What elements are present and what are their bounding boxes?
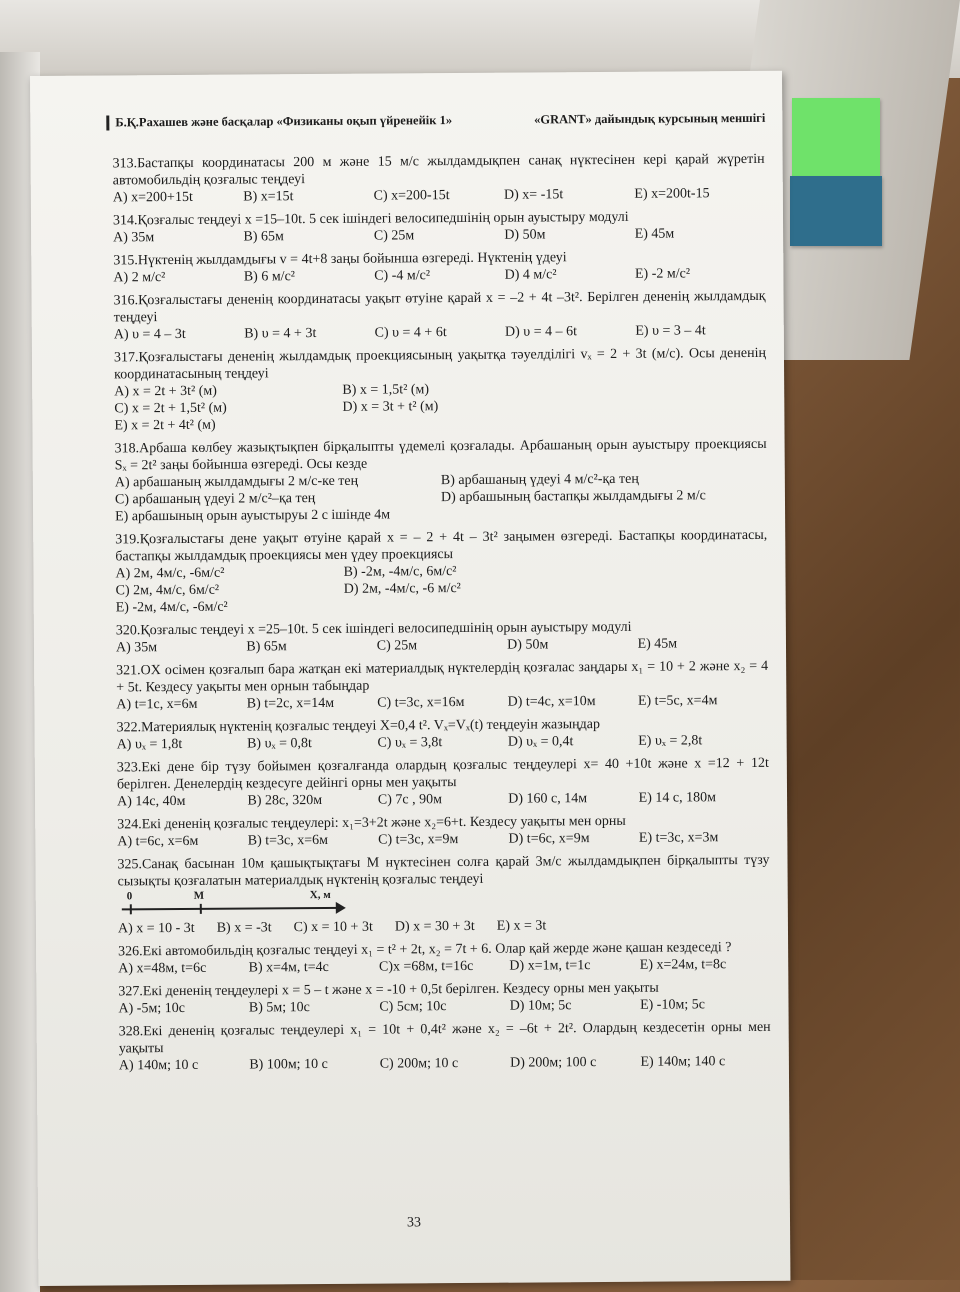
answer-options: [114, 379, 766, 435]
question-number: 323.: [116, 760, 142, 776]
answer-option: B) арбашаның үдеуі 4 м/с²-қа тең: [440, 471, 639, 489]
answer-option: B) 100м; 10 с: [249, 1056, 328, 1073]
answer-option: A) υ = 4 – 3t: [113, 326, 186, 343]
question-body: Материялық нүктенің қозғалыс теңдеуі X=0,4 t². Vₓ=Vₓ(t) теңдеуін жазыңдар: [141, 717, 601, 736]
question-item: [117, 755, 769, 811]
axis-line: [122, 907, 342, 911]
answer-option: A) 2м, 4м/с, -6м/с²: [115, 565, 225, 582]
answer-options: [113, 225, 765, 247]
question-item: [118, 939, 770, 978]
answer-option: D) υₓ = 0,4t: [507, 734, 574, 750]
question-text: [116, 658, 768, 697]
question-body: Арбаша көлбеу жазықтықпен бірқалыпты үдемелі қозғалады. Арбашаның орын ауыстыру проекциясы Sₓ = 2t² заңы бойынша өзгереді. Осы кезде: [114, 436, 767, 474]
question-item: [114, 345, 767, 435]
question-item: [118, 979, 770, 1018]
answer-option: C) 5см; 10с: [379, 999, 447, 1015]
question-body: OX осімен қозғалып бара жатқан екі материалдық нүктелердің қозғалас заңдары x₁ = 10 + 2 және x₂ = 4 + 5t. Кездесу уақыты мен орнын табыңдар: [116, 658, 769, 696]
answer-option: A) 140м; 10 с: [118, 1057, 199, 1074]
axis-origin-tick: [130, 904, 132, 914]
answer-option: C) арбашаның үдеуі 2 м/с²–қа тең: [114, 491, 316, 508]
answer-option: A) t=1с, x=6м: [116, 696, 198, 713]
axis-name-label: X, м: [309, 888, 331, 902]
answer-option: B) -2м, -4м/с, 6м/с²: [343, 564, 457, 580]
answer-option: A) x = 2t + 3t² (м): [114, 383, 217, 400]
answer-option: C) 25м: [376, 638, 418, 654]
question-item: [119, 1019, 771, 1075]
question-body: Екі дененің теңдеулері x = 5 – t және x = -10 + 0,5t берілген. Кездесу орны мен уақыты: [142, 980, 659, 1000]
answer-option: C) 2м, 4м/с, 6м/с²: [115, 582, 220, 599]
axis-point-m-tick: [200, 904, 202, 914]
answer-option: C) x = 2t + 1,5t² (м): [114, 400, 227, 417]
question-item: [116, 618, 768, 657]
answer-option: D) 10м; 5с: [509, 998, 572, 1014]
answer-option: D) x = 30 + 3t: [394, 918, 475, 935]
book-page: [30, 71, 790, 1286]
question-body: Нүктенің жылдамдығы v = 4t+8 заңы бойынша өзгереді. Нүктенің үдеуі: [137, 250, 567, 269]
answer-option: C) t=3с, x=9м: [378, 832, 459, 848]
answer-option: C) x=200-15t: [373, 188, 450, 204]
header-left-text: Б.Қ.Рахашев және басқалар «Физиканы оқып үйренейік 1»: [115, 113, 453, 130]
answer-option: D) 200м; 100 с: [510, 1055, 597, 1071]
answer-option: A) t=6с, x=6м: [117, 833, 199, 850]
question-body: Қозғалыстағы дене уақыт өтуіне қарай x = – 2 + 4t – 3t² заңымен өзгереді. Бастапқы координатасы, бастапқы жылдамдық проекциясы мен үдеу проекциясы: [115, 527, 768, 565]
answer-option: E) υₓ = 2,8t: [638, 733, 703, 749]
question-item: [117, 812, 769, 851]
question-body: Қозғалыс теңдеуі x =15–10t. 5 сек ішіндегі велосипедшінің орын ауыстыру модулі: [137, 209, 629, 229]
answer-option: D) арбашының бастапқы жылдамдығы 2 м/с: [440, 488, 706, 506]
answer-option: A) x=200+15t: [112, 189, 193, 206]
answer-option: C) t=3с, x=16м: [377, 694, 465, 711]
question-number: 328.: [118, 1024, 144, 1040]
question-number: 320.: [115, 623, 141, 639]
question-text: [114, 345, 766, 384]
answer-option: A) -5м; 10с: [118, 1000, 185, 1017]
answer-option: A) 2 м/с²: [113, 270, 166, 286]
question-number: 325.: [117, 857, 143, 873]
answer-option: D) 50м: [504, 227, 546, 243]
answer-option: E) -10м; 5с: [640, 997, 705, 1013]
questions-list: [113, 151, 771, 1081]
answer-option: E) -2 м/с²: [634, 266, 691, 282]
question-text: [114, 288, 766, 327]
answer-option: B) 6 м/с²: [243, 269, 296, 285]
question-number: 315.: [113, 253, 138, 269]
question-item: [116, 658, 768, 714]
answer-options: [117, 829, 769, 851]
answer-option: B) t=2с, x=14м: [246, 695, 335, 712]
answer-option: E) x = 2t + 4t² (м): [114, 417, 216, 434]
question-number: 313.: [112, 156, 138, 172]
answer-option: C)x =68м, t=16с: [378, 958, 474, 975]
question-item: [113, 248, 765, 287]
answer-options: [119, 1053, 771, 1075]
question-text: [115, 436, 767, 475]
answer-option: C) 25м: [373, 228, 415, 244]
answer-option: D) x=1м, t=1с: [509, 958, 591, 974]
answer-option: A) арбашаның жылдамдығы 2 м/с-ке тең: [114, 473, 359, 491]
answer-option: A) x=48м, t=6с: [118, 960, 207, 977]
answer-options: [114, 322, 766, 344]
answer-option: E) t=5с, x=4м: [637, 693, 718, 709]
answer-option: C) x = 10 + 3t: [293, 919, 373, 936]
question-item: [113, 208, 765, 247]
question-body: Қозғалыстағы дененің координатасы уақыт өтуіне қарай x = –2 + 4t –3t². Берілген дененің жылдамдық теңдеуі: [113, 288, 766, 326]
answer-option: E) 45м: [637, 636, 678, 652]
question-body: Санақ басынан 10м қашықтықтағы М нүктесінен солға қарай 3м/с жылдамдықпен бірқалыпты түзу сызықты қозғалатын материалдық нүктенің қозғалыс теңдеуі: [117, 852, 770, 890]
answer-option: A) υₓ = 1,8t: [116, 736, 183, 753]
answer-option: D) 2м, -4м/с, -6 м/с²: [343, 581, 461, 597]
answer-option: A) 35м: [113, 230, 155, 246]
question-text: [113, 151, 765, 190]
question-body: Екі дене бір түзу бойымен қозғалғанда олардың қозғалыс теңдеулері x= 40 +10t және x =12 + 12t берілген. Денелердің кездесуге дейінгі орны мен уақыты: [116, 755, 769, 793]
answer-option: B) x=4м, t=4с: [248, 959, 329, 976]
question-item: [115, 436, 768, 526]
answer-option: B) 28с, 320м: [247, 792, 323, 809]
answer-option: B) 65м: [246, 639, 287, 655]
axis-point-label: М: [193, 889, 205, 902]
answer-option: E) t=3с, x=3м: [638, 830, 719, 846]
answer-option: D) x= -15t: [503, 187, 564, 203]
green-sticky-note: [792, 98, 880, 176]
answer-options: [115, 561, 767, 617]
page-header: [106, 111, 765, 131]
question-body: Екі дененің қозғалыс теңдеулері: x₁=3+2t және x₂=6+t. Кездесу уақыты мен орны: [141, 813, 626, 833]
question-item: [115, 527, 768, 617]
answer-option: C) υₓ = 3,8t: [377, 735, 443, 751]
question-body: Екі автомобильдің қозғалыс теңдеуі x₁ = t² + 2t, x₂ = 7t + 6. Олар қай жерде және қашан кездеседі ?: [142, 940, 732, 960]
question-number: 314.: [112, 213, 138, 229]
question-number: 322.: [116, 720, 142, 736]
answer-options: [118, 996, 770, 1018]
answer-options: [117, 789, 769, 811]
answer-option: E) υ = 3 – 4t: [635, 323, 706, 339]
question-number: 321.: [116, 663, 141, 679]
answer-option: B) υₓ = 0,8t: [247, 736, 312, 752]
question-number: 326.: [118, 944, 143, 960]
answer-option: C) -4 м/с²: [374, 268, 431, 284]
question-text: [117, 755, 769, 794]
question-body: Қозғалыс теңдеуі x =25–10t. 5 сек ішіндегі велосипедшінің орын ауыстыру модулі: [140, 619, 632, 639]
answer-options: [116, 692, 768, 714]
answer-option: C) 7с , 90м: [377, 792, 442, 808]
answer-option: C) υ = 4 + 6t: [374, 325, 447, 341]
answer-options: [113, 265, 765, 287]
question-number: 327.: [118, 984, 143, 1000]
answer-option: E) -2м, 4м/с, -6м/с²: [115, 599, 228, 616]
question-number: 316.: [113, 293, 139, 309]
axis-arrow-icon: [336, 902, 346, 914]
page-number: 33: [406, 1215, 422, 1231]
question-number: 318.: [114, 441, 140, 457]
blue-sticky-note: [790, 176, 882, 246]
answer-option: D) 160 с, 14м: [508, 791, 588, 807]
question-number: 317.: [113, 350, 139, 366]
answer-option: B) υ = 4 + 3t: [244, 326, 317, 342]
answer-options: [117, 732, 769, 754]
answer-option: A) x = 10 - 3t: [117, 920, 195, 937]
question-text: [119, 1019, 771, 1058]
answer-options: [116, 635, 768, 657]
answer-option: A) 35м: [115, 640, 158, 656]
x-axis-diagram: [122, 889, 342, 921]
answer-option: D) 4 м/с²: [504, 267, 557, 283]
answer-option: A) 14с, 40м: [117, 793, 186, 810]
header-right-text: «GRANT» дайындық курсының меншігі: [534, 110, 766, 127]
answer-option: D) x = 3t + t² (м): [342, 399, 439, 415]
answer-options: [113, 185, 765, 207]
axis-zero-label: 0: [126, 890, 133, 903]
answer-option: E) 45м: [634, 226, 675, 242]
answer-options: [115, 470, 767, 526]
question-number: 324.: [117, 817, 142, 833]
question-body: Бастапқы координатасы 200 м және 15 м/с жылдамдықпен санақ нүктесінен кері қарай жүретін автомобильдің қозғалыс теңдеуі: [112, 151, 765, 189]
answer-option: B) 5м; 10с: [248, 1000, 310, 1016]
question-text: [117, 852, 769, 891]
answer-option: E) 14 с, 180м: [638, 790, 716, 806]
answer-option: B) x=15t: [243, 189, 294, 205]
answer-option: E) арбашының орын ауыстыруы 2 с ішінде 4м: [115, 507, 391, 525]
answer-option: B) 65м: [243, 229, 284, 245]
answer-option: D) t=6с, x=9м: [508, 831, 590, 847]
answer-option: C) 200м; 10 с: [379, 1056, 459, 1072]
answer-option: E) x = 3t: [496, 918, 547, 934]
answer-option: B) x = 1,5t² (м): [342, 382, 430, 398]
question-item: [114, 288, 766, 344]
answer-option: D) 50м: [507, 637, 549, 653]
answer-option: E) x=24м, t=8с: [639, 957, 727, 973]
question-body: Екі дененің қозғалыс теңдеулері x₁ = 10t + 0,4t² және x₂ = –6t + 2t². Олардың кездесетін орны мен уақыты: [118, 1019, 771, 1057]
question-item: [113, 151, 765, 207]
question-item: [116, 715, 768, 754]
answer-options: [118, 956, 770, 978]
answer-option: D) υ = 4 – 6t: [504, 324, 578, 340]
answer-option: B) x = -3t: [216, 920, 272, 936]
question-body: Қозғалыстағы дененің жылдамдық проекциясының уақытқа тәуелділігі vₓ = 2 + 3t (м/с). Осы дененің координатасының теңдеуі: [114, 345, 767, 383]
question-number: 319.: [115, 532, 140, 548]
answer-option: D) t=4с, x=10м: [507, 694, 596, 710]
answer-option: E) x=200t-15: [634, 186, 710, 202]
question-item: [117, 852, 770, 938]
answer-option: B) t=3с, x=6м: [247, 832, 329, 849]
answer-option: E) 140м; 140 с: [640, 1054, 726, 1070]
question-text: [115, 527, 767, 566]
